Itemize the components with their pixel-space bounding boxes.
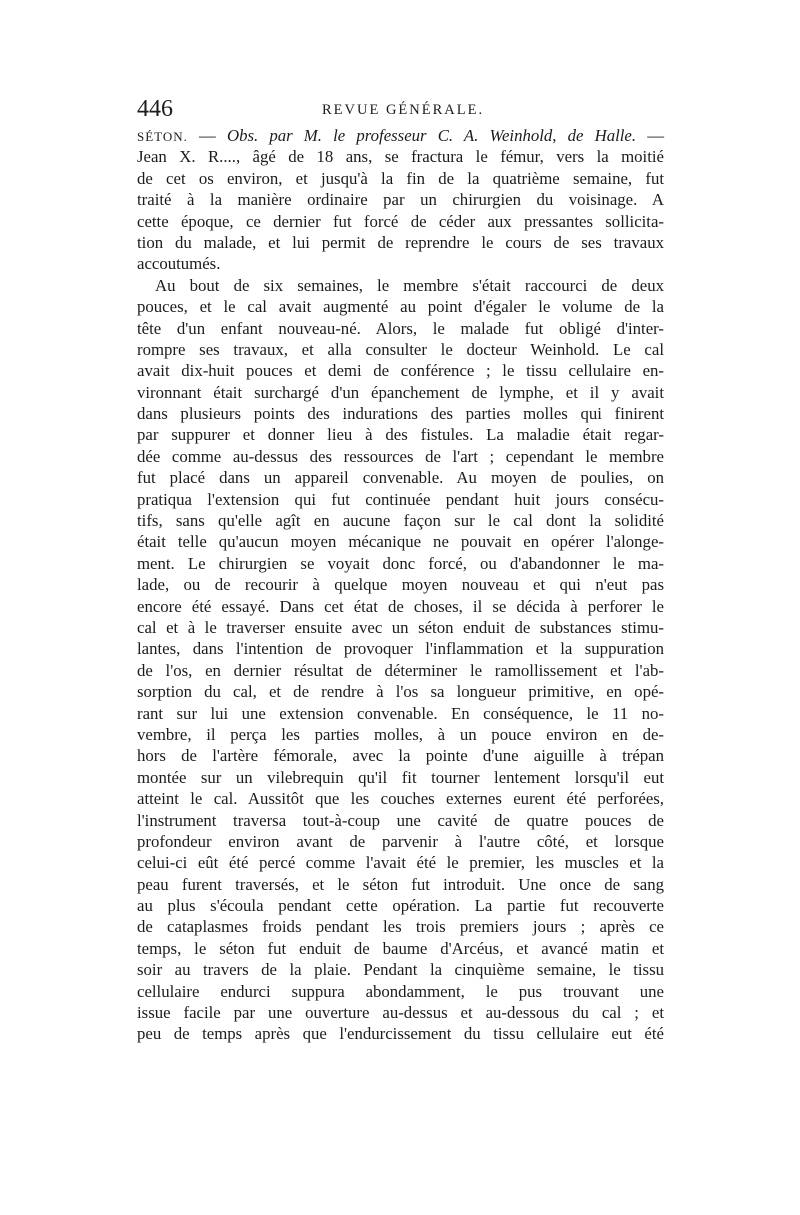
- text-line: soir au travers de la plaie. Pendant la cinquième semaine, le tissu: [137, 960, 664, 980]
- text-line: rompre ses travaux, et alla consulter le docteur Weinhold. Le cal: [137, 339, 664, 359]
- text-line: temps, le séton fut enduit de baume d'Arcéus, et avancé matin et: [137, 938, 664, 958]
- text-line: cellulaire endurci suppura abondamment, le pus trouvant une: [137, 981, 664, 1001]
- text-line: de cataplasmes froids pendant les trois premiers jours ; après ce: [137, 917, 664, 937]
- citation-tail: —: [636, 126, 664, 145]
- text-line: tête d'un enfant nouveau-né. Alors, le malade fut obligé d'inter-: [137, 318, 664, 338]
- text-line: lade, ou de recourir à quelque moyen nouveau et qui n'eut pas: [137, 575, 664, 595]
- text-line: lantes, dans l'intention de provoquer l'inflammation et la suppuration: [137, 639, 664, 659]
- text-line: l'instrument traversa tout-à-coup une cavité de quatre pouces de: [137, 810, 664, 830]
- text-line: tifs, sans qu'elle agît en aucune façon sur le cal dont la solidité: [137, 511, 664, 531]
- text-line: était telle qu'aucun moyen mécanique ne pouvait en opérer l'alonge-: [137, 532, 664, 552]
- text-line: hors de l'artère fémorale, avec la pointe d'une aiguille à trépan: [137, 746, 664, 766]
- text-line: sorption du cal, et de rendre à l'os sa longueur primitive, en opé-: [137, 682, 664, 702]
- text-line: rant sur lui une extension convenable. En conséquence, le 11 no-: [137, 703, 664, 723]
- text-line: ment. Le chirurgien se voyait donc forcé, ou d'abandonner le ma-: [137, 553, 664, 573]
- text-line: atteint le cal. Aussitôt que les couches externes eurent été perforées,: [137, 789, 664, 809]
- text-line: au plus s'écoula pendant cette opération. La partie fut recouverte: [137, 896, 664, 916]
- text-line: pratiqua l'extension qui fut continuée pendant huit jours consécu-: [137, 489, 664, 509]
- lead-dash: —: [187, 126, 227, 145]
- text-line: tion du malade, et lui permit de reprendre le cours de ses travaux: [137, 232, 664, 252]
- article-heading-line: [137, 125, 664, 146]
- text-line: peau furent traversés, et le séton fut introduit. Une once de sang: [137, 874, 664, 894]
- text-line: peu de temps après que l'endurcissement du tissu cellulaire eut été: [137, 1024, 664, 1044]
- text-line: Jean X. R...., âgé de 18 ans, se fractura le fémur, vers la moitié: [137, 147, 664, 167]
- citation: Obs. par M. le professeur C. A. Weinhold, de Halle.: [226, 126, 637, 145]
- text-line: celui-ci eût été percé comme l'avait été le premier, les muscles et la: [137, 853, 664, 873]
- text-line: fut placé dans un appareil convenable. Au moyen de poulies, on: [137, 468, 664, 488]
- text-line: pouces, et le cal avait augmenté au point d'égaler le volume de la: [137, 297, 664, 317]
- page-number: 446: [137, 96, 173, 122]
- running-head: [137, 96, 664, 124]
- text-line: de cet os environ, et jusqu'à la fin de la quatrième semaine, fut: [137, 168, 664, 188]
- text-line: de l'os, en dernier résultat de déterminer le ramollissement et l'ab-: [137, 660, 664, 680]
- text-line: vembre, il perça les parties molles, à un pouce environ en de-: [137, 724, 664, 744]
- text-line: vironnant était surchargé d'un épanchement de lymphe, et il y avait: [137, 382, 664, 402]
- text-line: issue facile par une ouverture au-dessus et au-dessous du cal ; et: [137, 1003, 664, 1023]
- book-page: [137, 96, 664, 1045]
- running-title: REVUE GÉNÉRALE.: [322, 102, 485, 118]
- text-line: profondeur environ avant de parvenir à l'autre côté, et lorsque: [137, 831, 664, 851]
- lead-term: SÉTON.: [137, 129, 188, 144]
- text-line: cal et à le traverser ensuite avec un séton enduit de substances stimu-: [137, 617, 664, 637]
- text-line: dans plusieurs points des indurations des parties molles qui finirent: [137, 404, 664, 424]
- text-line: avait dix-huit pouces et demi de conférence ; le tissu cellulaire en-: [137, 361, 664, 381]
- text-line: traité à la manière ordinaire par un chirurgien du voisinage. A: [137, 190, 664, 210]
- text-line: cette époque, ce dernier fut forcé de céder aux pressantes sollicita-: [137, 211, 664, 231]
- article-body: [137, 125, 664, 1045]
- text-line: accoutumés.: [137, 254, 221, 274]
- text-line: montée sur un vilebrequin qu'il fit tourner lentement lorsqu'il eut: [137, 767, 664, 787]
- text-line: dée comme au-dessus des ressources de l'art ; cependant le membre: [137, 446, 664, 466]
- text-line: encore été essayé. Dans cet état de choses, il se décida à perforer le: [137, 596, 664, 616]
- text-line: Au bout de six semaines, le membre s'était raccourci de deux: [155, 275, 664, 295]
- text-line: par suppurer et donner lieu à des fistules. La maladie était regar-: [137, 425, 664, 445]
